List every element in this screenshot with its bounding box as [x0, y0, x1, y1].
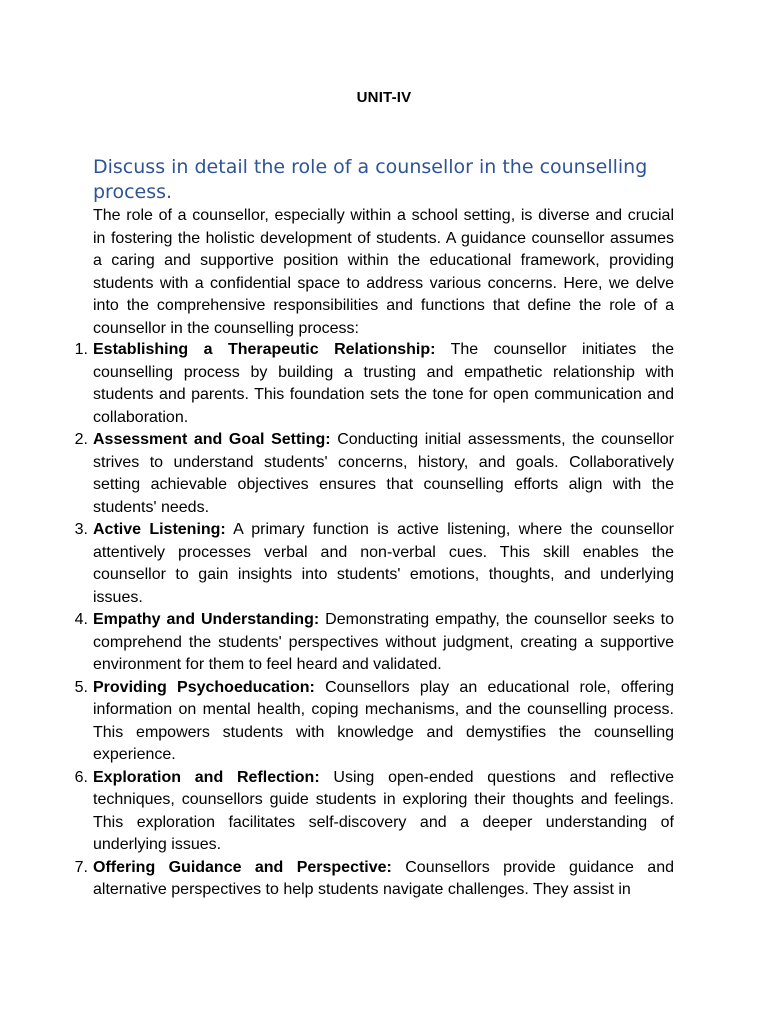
list-item-number: 6. — [74, 768, 88, 786]
list-item-number: 4. — [74, 611, 88, 628]
list-item-term: Empathy and Understanding: — [93, 611, 320, 628]
list-item — [74, 857, 674, 902]
list-item — [74, 677, 675, 767]
list-item-term: Active Listening: — [93, 521, 226, 538]
unit-title: UNIT-IV — [356, 89, 412, 106]
list-item-number: 3. — [74, 521, 88, 538]
list-item-term: Exploration and Reflection: — [93, 768, 320, 786]
list-item-text: Counsellors provide guidance and alternative perspectives to help students navigate challenges. They assist in — [93, 858, 674, 898]
list-item-number: 2. — [74, 431, 88, 448]
list-item-text: Using open-ended questions and reflective techniques, counsellors guide students in exploring their thoughts and feelings. This exploration facilitates self-discovery and a deeper understanding of underlying issues. — [93, 768, 674, 853]
list-item — [74, 339, 674, 429]
list-item — [74, 767, 674, 857]
list-item — [74, 609, 675, 677]
list-item-text: The counsellor initiates the counselling process by building a trusting and empathetic relationship with students and parents. This foundation sets the tone for open communication and collaboration. — [93, 341, 674, 426]
question-heading: Discuss in detail the role of a counsellor in the counselling process. — [93, 156, 648, 203]
list-item-text: Counsellors play an educational role, offering information on mental health, coping mechanisms, and the counselling process. This empowers students with knowledge and demystifies the counselling experience. — [93, 678, 675, 763]
list-item — [74, 429, 674, 519]
list-item — [74, 519, 674, 609]
list-item-term: Establishing a Therapeutic Relationship: — [93, 341, 436, 358]
list-item-number: 1. — [74, 341, 88, 358]
list-item-number: 5. — [74, 678, 88, 696]
list-item-term: Assessment and Goal Setting: — [93, 431, 331, 448]
intro-paragraph: The role of a counsellor, especially within a school setting, is diverse and crucial in fostering the holistic development of students. A guidance counsellor assumes a caring and supportive position within the educational framework, providing students with a confidential space to address various concerns. Here, we delve into the comprehensive responsibilities and functions that define the role of a counsellor in the counselling process: — [93, 207, 674, 337]
list-item-term: Providing Psychoeducation: — [93, 678, 315, 696]
list-item-text: Conducting initial assessments, the counsellor strives to understand students' concerns, history, and goals. Collaboratively setting achievable objectives ensures that counselling efforts align with the students' needs. — [93, 431, 674, 516]
list-item-text: Demonstrating empathy, the counsellor seeks to comprehend the students' perspectives without judgment, creating a supportive environment for them to feel heard and validated. — [93, 611, 675, 673]
list-item-term: Offering Guidance and Perspective: — [93, 858, 392, 876]
role-list — [74, 339, 675, 902]
list-item-text: A primary function is active listening, where the counsellor attentively processes verbal and non-verbal cues. This skill enables the counsellor to gain insights into students' emotions, thoughts, and underlying issues. — [93, 521, 674, 606]
list-item-number: 7. — [74, 858, 88, 876]
